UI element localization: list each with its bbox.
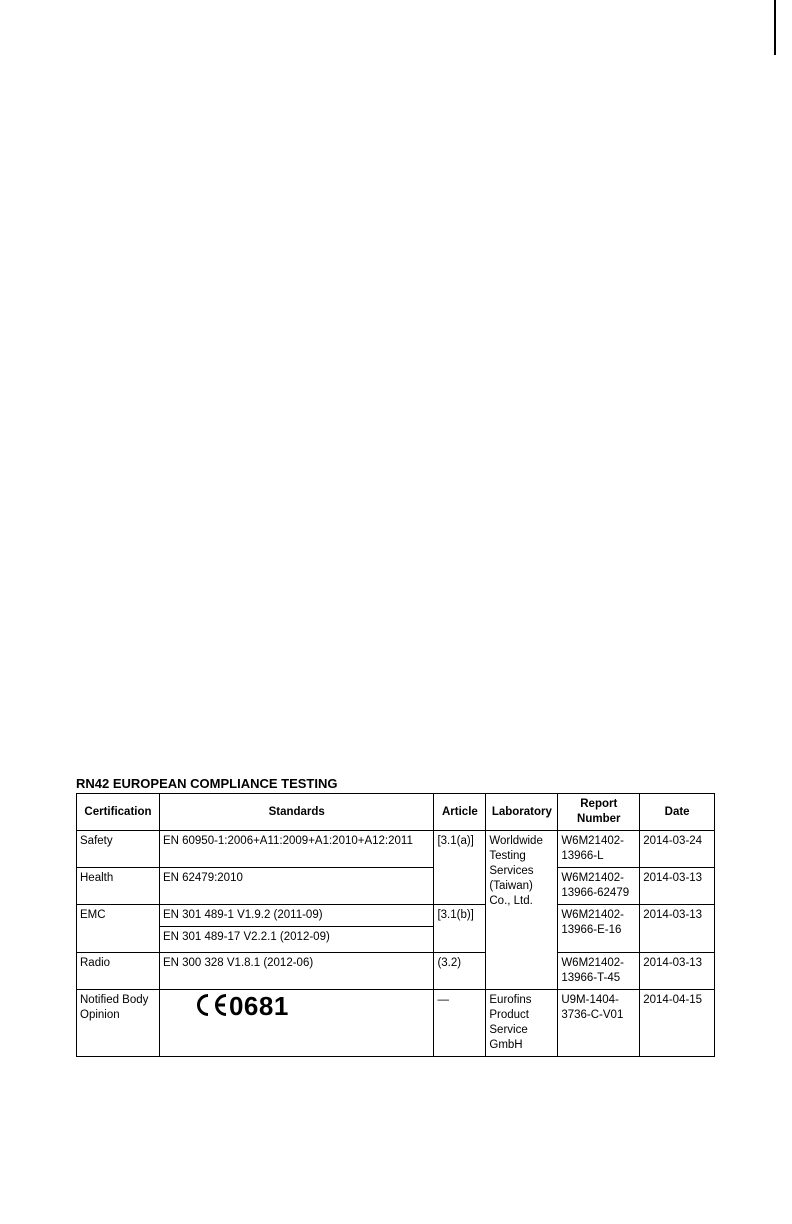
cell-certification: Notified Body Opinion (77, 990, 160, 1057)
cell-laboratory: Worldwide Testing Services (Taiwan) Co., Ltd. (486, 831, 558, 990)
table-row (77, 905, 715, 953)
cell-certification: Safety (77, 831, 160, 868)
cell-date: 2014-03-13 (640, 905, 715, 953)
header-date: Date (640, 794, 715, 831)
table-row (77, 990, 715, 1057)
cell-standards-split (159, 905, 434, 953)
cell-report-number: W6M21402-13966-62479 (558, 868, 640, 905)
table-header-row (77, 794, 715, 831)
cell-laboratory: Eurofins Product Service GmbH (486, 990, 558, 1057)
cell-report-number: W6M21402-13966-E-16 (558, 905, 640, 953)
header-certification: Certification (77, 794, 160, 831)
header-laboratory: Laboratory (486, 794, 558, 831)
cell-report-number: U9M-1404-3736-C-V01 (558, 990, 640, 1057)
cell-standard: EN 60950-1:2006+A11:2009+A1:2010+A12:2011 (159, 831, 434, 868)
cell-ce-mark (159, 990, 434, 1057)
cell-certification: EMC (77, 905, 160, 953)
table-row (77, 831, 715, 868)
ce-mark-logo (191, 993, 289, 1019)
cell-standard: EN 62479:2010 (159, 868, 434, 905)
cell-standard: EN 300 328 V1.8.1 (2012-06) (159, 953, 434, 990)
cell-article: — (434, 990, 486, 1057)
cell-report-number: W6M21402-13966-T-45 (558, 953, 640, 990)
ce-mark-icon (191, 993, 229, 1017)
header-report-number: Report Number (558, 794, 640, 831)
cell-certification: Radio (77, 953, 160, 990)
cell-date: 2014-03-24 (640, 831, 715, 868)
notified-body-number: 0681 (228, 991, 289, 1021)
cell-standard: EN 301 489-17 V2.2.1 (2012-09) (160, 926, 434, 948)
compliance-table (76, 793, 715, 1057)
cell-date: 2014-03-13 (640, 953, 715, 990)
cell-date: 2014-04-15 (640, 990, 715, 1057)
cell-article: (3.2) (434, 953, 486, 990)
header-article: Article (434, 794, 486, 831)
page-edge-marker (774, 0, 792, 55)
cell-date: 2014-03-13 (640, 868, 715, 905)
cell-article: [3.1(a)] (434, 831, 486, 905)
cell-standard: EN 301 489-1 V1.9.2 (2011-09) (162, 909, 323, 921)
cell-report-number: W6M21402-13966-L (558, 831, 640, 868)
header-standards: Standards (159, 794, 434, 831)
table-row (77, 868, 715, 905)
cell-article: [3.1(b)] (434, 905, 486, 953)
section-heading: RN42 EUROPEAN COMPLIANCE TESTING (76, 776, 338, 791)
table-row (77, 953, 715, 990)
cell-certification: Health (77, 868, 160, 905)
